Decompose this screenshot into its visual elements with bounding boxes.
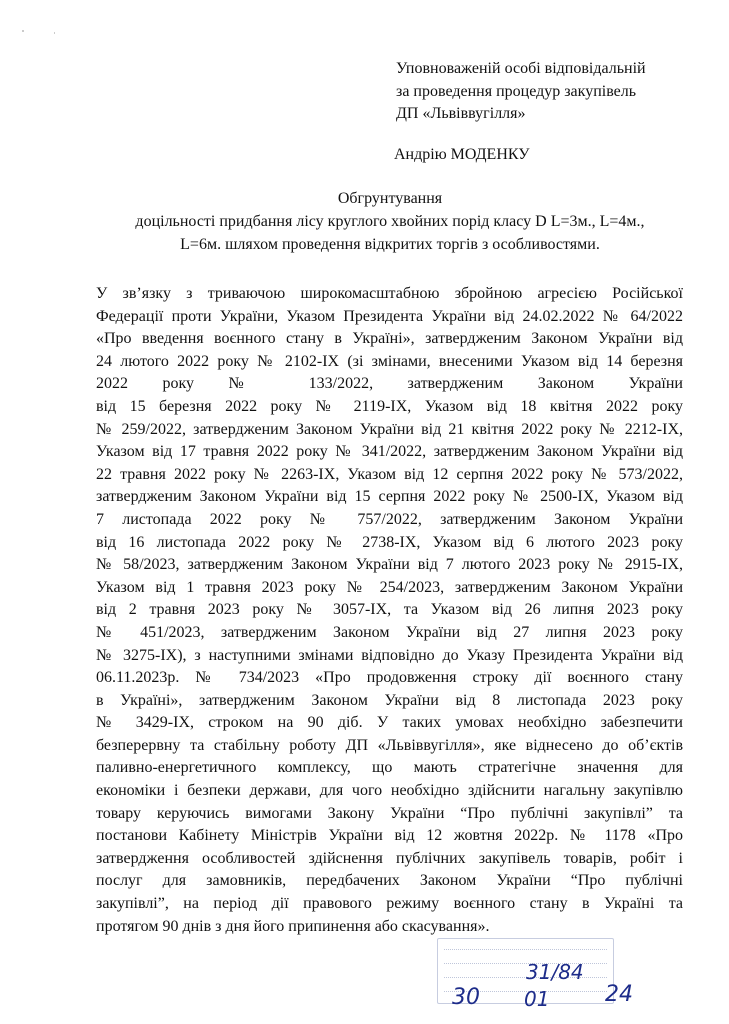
body-paragraph (96, 283, 683, 938)
body-line: економіки і безпеки держави, для чого необхідно здійснити нагальну закупівлю (96, 782, 683, 800)
body-line: № 451/2023, затвердженим Законом України від 27 липня 2023 року (96, 623, 683, 641)
body-line: протягом 90 днів з дня його припинення або скасування». (96, 917, 490, 935)
scan-speck (54, 32, 55, 34)
body-line: безперервну та стабільну роботу ДП «Львіввугілля», яке віднесено до об’єктів (96, 736, 683, 754)
body-line: Федерації проти України, Указом Президента України від 24.02.2022 № 64/2022 (96, 307, 683, 325)
body-line: закупівлі”, на період дії правового режиму воєнного стану в Україні та (96, 895, 683, 913)
body-line: постанови Кабінету Міністрів України від 12 жовтня 2022р. № 1178 «Про (96, 827, 683, 845)
body-line: затвердженим Законом України від 15 серпня 2022 року № 2500-IX, Указом від (96, 488, 683, 506)
body-line: У зв’язку з триваючою широкомасштабною збройною агресією Російської (96, 285, 683, 302)
body-line: затвердження особливостей здійснення публічних закупівель товарів, робіт і (96, 849, 683, 867)
stamp-handwritten-year: 24 (605, 982, 633, 1007)
body-line: 06.11.2023р. № 734/2023 «Про продовження строку дії воєнного стану (96, 669, 683, 687)
body-line: № 3429-IX, строком на 90 діб. У таких умовах необхідно забезпечити (96, 714, 683, 732)
body-line: від 16 листопада 2022 року № 2738-IX, Указом від 6 лютого 2023 року (96, 533, 683, 551)
addressee-name: Андрію МОДЕНКУ (394, 146, 530, 163)
body-line: послуг для замовників, передбачених Законом України “Про публічні (96, 872, 683, 890)
body-line: паливно-енергетичного комплексу, що мають стратегічне значення для (96, 759, 683, 777)
body-line: в Україні», затвердженим Законом України від 8 листопада 2023 року (96, 691, 683, 709)
body-line: 24 лютого 2022 року № 2102-IX (зі змінами, внесеними Указом від 14 березня (96, 352, 683, 370)
addressee-line: ДП «Львіввугілля» (396, 105, 526, 122)
body-line: від 2 травня 2023 року № 3057-IX, та Указом від 26 липня 2023 року (96, 601, 683, 619)
body-line: № 58/2023, затвердженим Законом України від 7 лютого 2023 року № 2915-IX, (96, 556, 683, 574)
stamp-handwritten-day: 30 (452, 985, 480, 1010)
body-line: «Про введення воєнного стану в Україні», затвердженим Законом України від (96, 330, 683, 348)
stamp-handwritten-number: 31/84 (526, 960, 584, 984)
stamp-handwritten-month: 01 (524, 987, 550, 1011)
body-line: № 3275-IX), з наступними змінами відповідно до Указу Президента України від (96, 646, 683, 664)
addressee-line: за проведення процедур закупівель (396, 82, 637, 100)
document-title: Обгрунтування (337, 190, 443, 207)
body-line: Указом від 17 травня 2022 року № 341/2022, затвердженим Законом України від (96, 443, 683, 461)
stamp-line (444, 949, 607, 950)
body-line: 22 травня 2022 року № 2263-IX, Указом від 12 серпня 2022 року № 573/2022, (96, 465, 683, 483)
addressee-line: Уповноваженій особі відповідальній (396, 60, 646, 77)
body-line: № 259/2022, затвердженим Законом України від 21 квітня 2022 року № 2212-IX, (96, 420, 683, 438)
body-line: 2022 року № 133/2022, затвердженим Законом України (96, 375, 683, 393)
scan-speck (22, 30, 24, 32)
body-line: від 15 березня 2022 року № 2119-IX, Указом від 18 квітня 2022 року (96, 397, 683, 415)
body-line: 7 листопада 2022 року № 757/2022, затвердженим Законом України (96, 510, 683, 528)
document-subtitle-line: L=6м. шляхом проведення відкритих торгів з особливостями. (180, 236, 600, 253)
addressee-block (396, 58, 646, 126)
body-line: товару керуючись вимогами Закону України “Про публічні закупівлі” та (96, 804, 683, 822)
body-line: Указом від 1 травня 2023 року № 254/2023, затвердженим Законом України (96, 578, 683, 596)
document-subtitle-line: доцільності придбання лісу круглого хвойних порід класу D L=3м., L=4м., (135, 213, 645, 230)
